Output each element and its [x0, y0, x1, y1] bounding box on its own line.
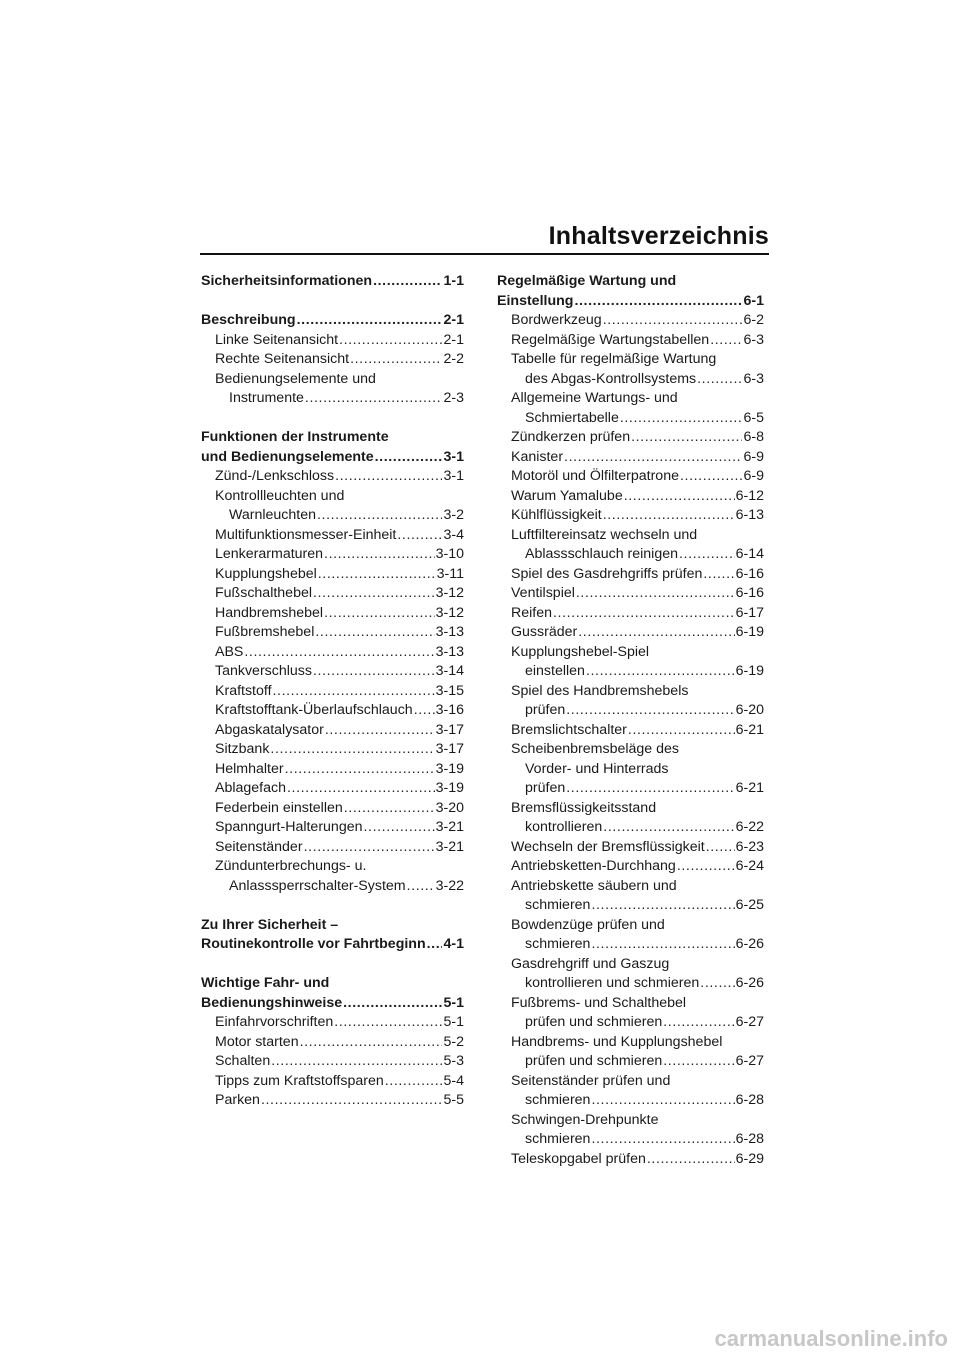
toc-entry[interactable] [497, 467, 764, 487]
toc-page-number: 6-26 [735, 975, 764, 991]
dot-leader [564, 448, 742, 468]
dot-leader [297, 311, 443, 331]
toc-page-number: 3-19 [435, 780, 464, 796]
toc-page-number: 6-3 [743, 370, 764, 387]
toc-entry-line: Kontrollleuchten und [215, 487, 345, 504]
dot-leader [344, 799, 435, 819]
toc-entry[interactable] [201, 506, 464, 526]
toc-entry[interactable] [201, 799, 464, 819]
dot-leader [324, 604, 435, 624]
toc-entry[interactable] [201, 701, 464, 721]
dot-leader [427, 935, 443, 955]
toc-entry[interactable] [201, 1091, 464, 1111]
toc-entry[interactable] [497, 1091, 764, 1111]
section-gap [201, 896, 464, 916]
toc-page-number: 6-19 [735, 663, 764, 679]
toc-entry[interactable] [201, 526, 464, 546]
toc-entry-label: Linke Seitenansicht [215, 331, 339, 348]
toc-page-number: 3-19 [435, 760, 464, 777]
toc-entry[interactable] [201, 331, 464, 351]
toc-entry[interactable] [201, 584, 464, 604]
toc-entry-label: kontrollieren und schmieren [525, 975, 700, 991]
toc-section-heading-line: Regelmäßige Wartung und [497, 273, 677, 289]
toc-section-heading-line: Wichtige Fahr- und [201, 975, 330, 991]
toc-entry[interactable] [497, 311, 764, 331]
toc-page-number: 5-5 [443, 1092, 464, 1108]
dot-leader [703, 565, 734, 585]
toc-entry-label: Ablassschlauch reinigen [525, 546, 679, 562]
toc-entry-line: Bedienungselemente und [215, 370, 376, 387]
toc-entry-line: Vorder- und Hinterrads [525, 760, 669, 777]
toc-entry-label: Teleskopgabel prüfen [511, 1150, 646, 1167]
toc-page-number: 4-1 [443, 936, 464, 952]
dot-leader [576, 584, 735, 604]
dot-leader [414, 701, 435, 721]
toc-entry[interactable] [497, 1052, 764, 1072]
toc-entry-label: Sicherheitsinformationen [201, 273, 373, 289]
toc-entry-label: Lenkerarmaturen [215, 546, 324, 562]
toc-entry[interactable] [497, 604, 764, 624]
dot-leader [397, 526, 442, 546]
dot-leader [706, 838, 735, 858]
toc-entry-label: Routinekontrolle vor Fahrtbeginn [201, 936, 426, 952]
toc-entry-line: Fußbrems- und Schalthebel [511, 994, 687, 1011]
dot-leader [603, 818, 734, 838]
page-title: Inhaltsverzeichnis [548, 222, 769, 250]
dot-leader [270, 740, 434, 760]
toc-entry[interactable] [201, 877, 464, 897]
toc-entry-label: schmieren [525, 936, 591, 952]
toc-page-number: 6-28 [735, 1092, 764, 1108]
toc-page-number: 6-21 [735, 780, 764, 796]
toc-entry-label: Schalten [215, 1053, 271, 1069]
toc-page-number: 3-12 [435, 585, 464, 601]
toc-entry[interactable] [201, 467, 464, 487]
toc-page-number: 3-2 [443, 507, 464, 523]
dot-leader [631, 428, 742, 448]
toc-page-number: 6-24 [735, 858, 764, 874]
toc-entry-line: Schwingen-Drehpunkte [511, 1111, 659, 1128]
toc-entry-line: Spiel des Handbremshebels [511, 682, 689, 699]
toc-page-number: 6-20 [735, 702, 764, 718]
dot-leader [603, 506, 735, 526]
toc-page-number: 6-13 [735, 507, 764, 523]
toc-entry-label: ABS [215, 643, 244, 660]
dot-leader [553, 604, 735, 624]
toc-page-number: 6-12 [735, 487, 764, 504]
toc-entry-label: Parken [215, 1092, 260, 1108]
toc-page-number: 6-9 [743, 448, 764, 465]
toc-entry[interactable] [201, 604, 464, 624]
toc-page-number: 6-25 [735, 897, 764, 913]
toc-entry-label: Seitenständer [215, 838, 303, 855]
toc-entry[interactable] [497, 545, 764, 565]
toc-entry[interactable] [201, 545, 464, 565]
dot-leader [364, 818, 435, 838]
dot-leader [285, 760, 435, 780]
toc-entry[interactable] [497, 370, 764, 390]
dot-leader [586, 662, 735, 682]
toc-entry[interactable] [201, 838, 464, 858]
toc-entry-label: Handbremshebel [215, 604, 324, 621]
dot-leader [375, 448, 443, 468]
toc-entry[interactable] [497, 701, 764, 721]
toc-entry-label: Bremslichtschalter [511, 721, 627, 738]
toc-page-number: 5-3 [443, 1053, 464, 1069]
toc-entry-line: Handbrems- und Kupplungshebel [511, 1033, 723, 1050]
dot-leader [271, 1052, 442, 1072]
dot-leader [591, 935, 734, 955]
toc-entry-line: Scheibenbremsbeläge des [511, 741, 679, 757]
toc-entry[interactable] [497, 448, 764, 468]
toc-entry[interactable] [497, 623, 764, 643]
toc-entry-label: prüfen [525, 702, 566, 718]
toc-entry[interactable] [201, 760, 464, 780]
toc-page-number: 3-1 [443, 468, 464, 484]
toc-entry-label: Ablagefach [215, 780, 286, 796]
toc-page-number: 3-22 [435, 877, 464, 894]
dot-leader [350, 350, 442, 370]
dot-leader [313, 662, 435, 682]
toc-page-number: 3-11 [436, 565, 464, 582]
toc-page-number: 3-21 [435, 819, 464, 835]
toc-entry-label: Tipps zum Kraftstoffsparen [215, 1072, 384, 1089]
toc-page-number: 5-4 [443, 1072, 464, 1089]
toc-page-number: 3-1 [443, 448, 464, 465]
toc-page-number: 3-4 [443, 526, 464, 543]
toc-entry-label: Anlasssperrschalter-System [229, 877, 406, 894]
toc-page-number: 3-17 [435, 741, 464, 757]
toc-entry[interactable] [497, 428, 764, 448]
toc-entry[interactable] [497, 779, 764, 799]
toc-entry-label: Federbein einstellen [215, 799, 343, 816]
dot-leader [325, 721, 435, 741]
toc-page-number: 2-1 [443, 331, 464, 348]
toc-page-number: 3-20 [435, 799, 464, 816]
toc-entry-label: schmieren [525, 1092, 591, 1108]
toc-entry[interactable] [201, 1013, 464, 1033]
toc-entry-line: Allgemeine Wartungs- und [511, 390, 678, 406]
dot-leader [603, 311, 743, 331]
toc-entry-line: Bremsflüssigkeitsstand [511, 799, 657, 816]
toc-entry[interactable] [497, 857, 764, 877]
toc-entry[interactable] [497, 331, 764, 351]
toc-page-number: 6-29 [735, 1150, 764, 1167]
toc-entry[interactable] [201, 662, 464, 682]
dot-leader [343, 994, 442, 1014]
toc-page-number: 5-2 [443, 1033, 464, 1050]
toc-page-number: 2-2 [443, 351, 464, 367]
toc-entry[interactable] [201, 643, 464, 663]
toc-section-heading-line: Funktionen der Instrumente [201, 429, 389, 445]
dot-leader [628, 721, 735, 741]
toc-entry-label: Kanister [511, 448, 564, 465]
toc-entry-label: schmieren [525, 897, 591, 913]
toc-page-number: 3-15 [435, 682, 464, 699]
toc-section-heading[interactable] [201, 935, 464, 955]
dot-leader [680, 467, 743, 487]
dot-leader [261, 1091, 443, 1111]
toc-entry-label: Sitzbank [215, 741, 270, 757]
toc-entry[interactable] [497, 935, 764, 955]
toc-entry-line: Antriebskette säubern und [511, 877, 677, 894]
toc-page-number: 3-14 [435, 663, 464, 679]
toc-page-number: 6-8 [743, 429, 764, 445]
toc-entry[interactable] [497, 584, 764, 604]
toc-entry[interactable] [201, 721, 464, 741]
dot-leader [574, 292, 742, 312]
toc-entry-label: Helmhalter [215, 760, 284, 777]
dot-leader [339, 331, 442, 351]
toc-page-number: 6-19 [735, 624, 764, 640]
toc-page-number: 6-2 [743, 312, 764, 328]
dot-leader [335, 467, 442, 487]
dot-leader [697, 370, 742, 390]
dot-leader [300, 1033, 443, 1053]
toc-page-number: 6-21 [735, 721, 764, 738]
toc-entry-label: Multifunktionsmesser-Einheit [215, 526, 397, 543]
toc-page-number: 2-1 [443, 312, 464, 328]
dot-leader [324, 545, 435, 565]
dot-leader [566, 701, 734, 721]
toc-entry[interactable] [497, 565, 764, 585]
toc-page-number: 6-27 [735, 1053, 764, 1069]
dot-leader [679, 545, 735, 565]
dot-leader [373, 272, 442, 292]
toc-entry-line: Tabelle für regelmäßige Wartung [511, 351, 717, 367]
toc-entry-label: Kühlflüssigkeit [511, 507, 602, 523]
dot-leader [591, 1130, 734, 1150]
toc-entry-label: Spiel des Gasdrehgriffs prüfen [511, 565, 703, 582]
toc-entry-line: Seitenständer prüfen und [511, 1072, 671, 1089]
toc-entry-label: Zündkerzen prüfen [511, 429, 631, 445]
toc-entry-label: Einstellung [497, 292, 574, 309]
toc-entry[interactable] [497, 1130, 764, 1150]
toc-entry[interactable] [201, 623, 464, 643]
toc-entry-label: Wechseln der Bremsflüssigkeit [511, 838, 705, 855]
dot-leader [663, 1013, 734, 1033]
toc-entry-label: Kupplungshebel [215, 565, 317, 582]
dot-leader [244, 643, 434, 663]
toc-page-number: 6-26 [735, 936, 764, 952]
section-gap [201, 955, 464, 975]
toc-entry-label: Abgaskatalysator [215, 721, 324, 738]
toc-entry-label: prüfen [525, 780, 566, 796]
toc-entry-label: prüfen und schmieren [525, 1014, 663, 1030]
toc-page-number: 2-3 [443, 390, 464, 406]
toc-page-number: 6-22 [735, 819, 764, 835]
dot-leader [305, 389, 443, 409]
dot-leader [663, 1052, 734, 1072]
dot-leader [273, 682, 435, 702]
toc-page-number: 6-3 [743, 331, 764, 348]
toc-entry[interactable] [201, 389, 464, 409]
toc-column-right [497, 272, 764, 1169]
toc-entry-label: Ventilspiel [511, 585, 575, 601]
toc-page-number: 6-17 [735, 604, 764, 621]
toc-page-number: 3-10 [435, 546, 464, 562]
toc-entry[interactable] [201, 565, 464, 585]
toc-entry-label: des Abgas-Kontrollsystems [525, 370, 697, 387]
toc-page-number: 3-17 [435, 721, 464, 738]
toc-page-number: 6-1 [743, 292, 764, 309]
toc-page-number: 3-13 [435, 624, 464, 640]
toc-entry-label: und Bedienungselemente [201, 448, 374, 465]
toc-page-number: 1-1 [443, 273, 464, 289]
dot-leader [385, 1072, 443, 1092]
section-gap [201, 409, 464, 429]
toc-entry-label: Fußbremshebel [215, 624, 315, 640]
toc-entry[interactable] [201, 1072, 464, 1092]
toc-entry-line: Luftfiltereinsatz wechseln und [511, 526, 698, 543]
dot-leader [677, 857, 735, 877]
toc-page-number: 6-16 [735, 585, 764, 601]
toc-page-number: 6-23 [735, 838, 764, 855]
toc-page-number: 5-1 [443, 1014, 464, 1030]
toc-section-heading[interactable] [201, 311, 464, 331]
toc-entry-label: Gussräder [511, 624, 578, 640]
dot-leader [304, 838, 435, 858]
toc-entry-label: Kraftstofftank-Überlaufschlauch [215, 702, 413, 718]
toc-entry-label: Rechte Seitenansicht [215, 351, 350, 367]
toc-entry-line: Bowdenzüge prüfen und [511, 916, 665, 933]
toc-page-number: 6-5 [743, 409, 764, 426]
toc-page-number: 6-16 [735, 565, 764, 582]
toc-entry[interactable] [201, 740, 464, 760]
toc-entry-label: prüfen und schmieren [525, 1053, 663, 1069]
toc-entry-label: Beschreibung [201, 312, 296, 328]
dot-leader [407, 877, 435, 897]
toc-entry[interactable] [497, 974, 764, 994]
dot-leader [700, 974, 734, 994]
toc-entry-label: Tankverschluss [215, 663, 312, 679]
toc-entry[interactable] [497, 1013, 764, 1033]
toc-section-heading[interactable] [201, 272, 464, 292]
toc-entry-label: Motor starten [215, 1033, 299, 1050]
toc-entry-label: Zünd-/Lenkschloss [215, 468, 335, 484]
dot-leader [578, 623, 734, 643]
toc-entry-label: Antriebsketten-Durchhang [511, 858, 676, 874]
title-rule [200, 253, 769, 255]
toc-entry[interactable] [497, 1150, 764, 1170]
dot-leader [317, 506, 442, 526]
dot-leader [287, 779, 435, 799]
dot-leader [591, 896, 734, 916]
toc-entry[interactable] [201, 1052, 464, 1072]
toc-page-number: 6-9 [743, 468, 764, 484]
toc-entry[interactable] [497, 487, 764, 507]
dot-leader [315, 623, 434, 643]
toc-column-left [201, 272, 464, 1111]
toc-entry[interactable] [497, 506, 764, 526]
toc-page-number: 6-28 [735, 1131, 764, 1147]
toc-entry-line: Gasdrehgriff und Gaszug [511, 955, 670, 972]
toc-entry-line: Zündunterbrechungs- u. [215, 858, 367, 874]
toc-entry[interactable] [497, 838, 764, 858]
toc-entry-label: Bedienungshinweise [201, 994, 343, 1011]
toc-entry[interactable] [497, 662, 764, 682]
toc-entry[interactable] [201, 779, 464, 799]
toc-section-heading-line: Zu Ihrer Sicherheit – [201, 916, 339, 933]
dot-leader [318, 565, 436, 585]
toc-entry[interactable] [201, 350, 464, 370]
toc-section-heading[interactable] [201, 448, 464, 468]
toc-entry-label: Reifen [511, 604, 553, 621]
toc-entry[interactable] [201, 1033, 464, 1053]
dot-leader [591, 1091, 734, 1111]
toc-entry-label: Bordwerkzeug [511, 312, 602, 328]
toc-entry-label: schmieren [525, 1131, 591, 1147]
toc-page-number: 6-14 [735, 546, 764, 562]
toc-entry-label: Warnleuchten [229, 507, 317, 523]
footer-watermark: carmanualsonline.info [714, 1326, 948, 1351]
toc-page-number: 3-16 [435, 702, 464, 718]
toc-section-heading[interactable] [201, 994, 464, 1014]
toc-page-number: 5-1 [443, 994, 464, 1011]
section-gap [201, 292, 464, 312]
toc-page-number: 3-12 [435, 604, 464, 621]
toc-entry-label: Warum Yamalube [511, 487, 623, 504]
dot-leader [624, 487, 735, 507]
toc-section-heading[interactable] [497, 292, 764, 312]
toc-entry[interactable] [201, 818, 464, 838]
toc-entry-label: Kraftstoff [215, 682, 272, 699]
toc-page-number: 6-27 [735, 1014, 764, 1030]
toc-entry[interactable] [497, 721, 764, 741]
toc-entry-label: Instrumente [229, 390, 304, 406]
dot-leader [710, 331, 742, 351]
toc-entry[interactable] [497, 409, 764, 429]
toc-entry-label: Schmiertabelle [525, 409, 619, 426]
dot-leader [620, 409, 743, 429]
toc-entry-label: Regelmäßige Wartungstabellen [511, 331, 710, 348]
dot-leader [647, 1150, 735, 1170]
toc-entry-label: einstellen [525, 663, 585, 679]
toc-page-number: 3-13 [435, 643, 464, 660]
toc-entry[interactable] [497, 896, 764, 916]
toc-entry-label: Einfahrvorschriften [215, 1014, 334, 1030]
toc-entry-label: kontrollieren [525, 819, 603, 835]
toc-page-number: 3-21 [435, 838, 464, 855]
toc-entry[interactable] [201, 682, 464, 702]
dot-leader [566, 779, 734, 799]
toc-entry[interactable] [497, 818, 764, 838]
dot-leader [334, 1013, 442, 1033]
toc-entry-label: Spanngurt-Halterungen [215, 819, 363, 835]
toc-entry-label: Fußschalthebel [215, 585, 312, 601]
toc-entry-label: Motoröl und Ölfilterpatrone [511, 468, 679, 484]
toc-entry-line: Kupplungshebel-Spiel [511, 643, 650, 660]
dot-leader [313, 584, 435, 604]
